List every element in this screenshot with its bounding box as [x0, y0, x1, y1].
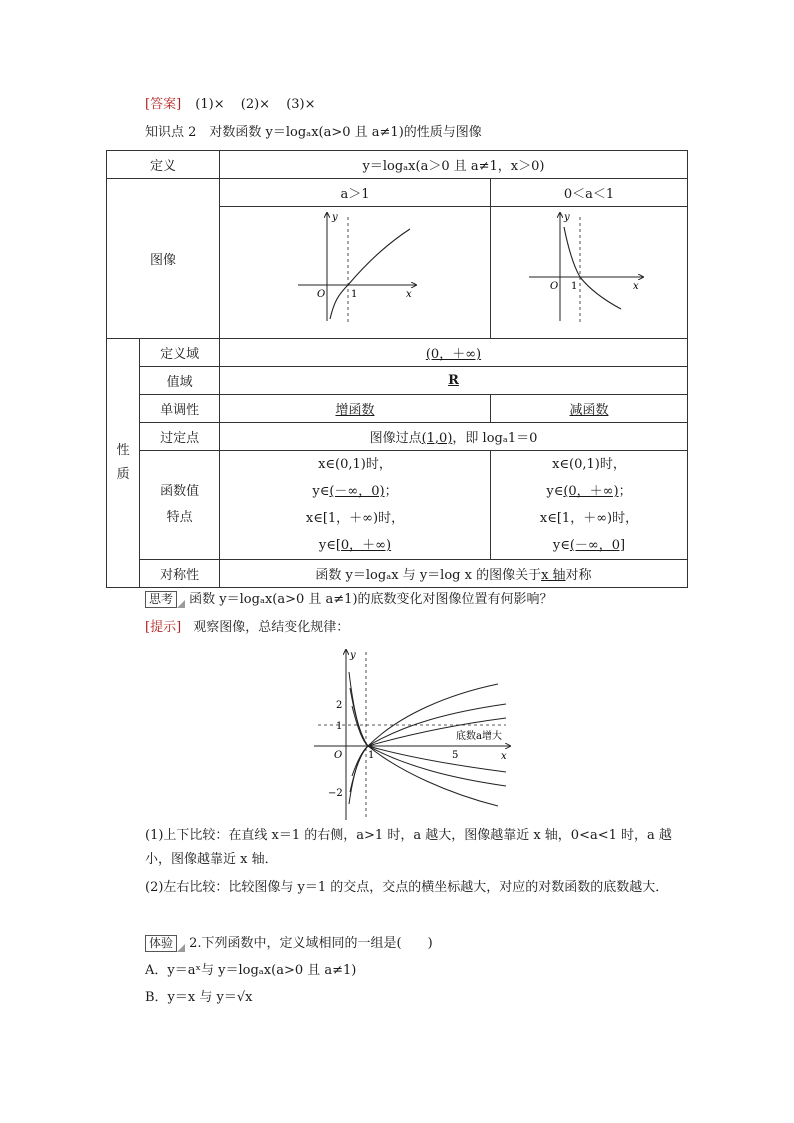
sym-axis: x 轴 — [541, 568, 566, 583]
value-label-1: 函数值 — [160, 484, 200, 499]
option-b — [145, 989, 252, 1007]
base-increase-label: 底数a增大 — [456, 731, 502, 742]
answer-item-2: (2)× — [240, 97, 271, 112]
value-label — [140, 451, 220, 560]
x-axis-label: x — [405, 289, 412, 300]
answer-line — [145, 96, 316, 114]
value-label-2: 特点 — [166, 510, 193, 525]
graph-decreasing — [490, 207, 687, 339]
lt1-l2-post: ； — [618, 484, 632, 499]
lt1-line-2 — [491, 478, 687, 505]
section-title: 知识点 2 对数函数 y＝logₐx(a>0 且 a≠1)的性质与图像 — [145, 125, 482, 140]
x-axis-label: x — [501, 751, 507, 762]
origin-label: O — [316, 289, 326, 300]
exercise-line — [145, 935, 433, 953]
lt1-l2-pre: y∈ — [546, 484, 564, 499]
gt1-l4-pre: y∈ — [318, 538, 336, 553]
domain-label: 定义域 — [140, 339, 220, 367]
sym-label: 对称性 — [140, 560, 220, 588]
sym-post: 对称 — [565, 568, 592, 583]
graph-increasing — [219, 207, 490, 339]
option-b-pre: B．y＝x 与 y＝ — [145, 990, 237, 1005]
lt1-line-1: x∈(0,1)时， — [552, 457, 626, 472]
sym-value — [219, 560, 687, 588]
log-properties-table — [106, 150, 688, 588]
one-label: 1 — [350, 289, 358, 300]
base-change-figure — [310, 644, 520, 826]
base-change-graph — [310, 644, 520, 822]
def-label: 定义 — [107, 151, 220, 179]
answer-item-3: (3)× — [286, 97, 316, 112]
mono-label: 单调性 — [140, 395, 220, 423]
think-text: 函数 y＝logₐx(a>0 且 a≠1)的底数变化对图像位置有何影响？ — [189, 592, 553, 607]
option-b-sqrt: √x — [236, 990, 253, 1005]
domain-value: (0，＋∞) — [219, 339, 687, 367]
hint-line — [145, 619, 349, 637]
lt1-l2-val: (0，＋∞) — [563, 484, 619, 499]
fixed-pre: 图像过点 — [369, 431, 422, 446]
mono-gt1: 增函数 — [219, 395, 490, 423]
think-line — [145, 591, 553, 609]
tick-5: 5 — [452, 750, 459, 761]
lt1-l4-val: (－∞，0] — [569, 538, 626, 553]
one-label: 1 — [570, 281, 578, 292]
range-value: R — [219, 367, 687, 395]
graph-label: 图像 — [107, 179, 220, 339]
fixed-value — [219, 423, 687, 451]
lt1-line-4 — [491, 532, 687, 559]
mono-lt1: 减函数 — [490, 395, 687, 423]
tick-x1: 1 — [368, 750, 375, 761]
paragraph-2: (2)左右比较：比较图像与 y＝1 的交点，交点的横坐标越大，对应的对数函数的底数越大． — [145, 880, 669, 895]
origin-label: O — [334, 750, 343, 761]
x-axis-label: x — [632, 281, 639, 292]
range-label: 值域 — [140, 367, 220, 395]
y-axis-label: y — [563, 212, 570, 223]
gt1-l2-post: ； — [384, 484, 398, 499]
think-tag: 思考 — [145, 591, 177, 608]
gt1-line-3: x∈[1，＋∞)时， — [305, 511, 405, 526]
gt1-line-1: x∈(0,1)时， — [318, 457, 392, 472]
gt1-line-4 — [220, 532, 490, 559]
hint-text: 观察图像，总结变化规律： — [193, 620, 350, 635]
case-lt1: 0＜a＜1 — [490, 179, 687, 207]
decreasing-log-graph — [491, 207, 687, 334]
tick-1: 1 — [336, 721, 343, 732]
increasing-log-graph — [220, 207, 490, 334]
paragraph-1: (1)上下比较：在直线 x＝1 的右侧，a>1 时，a 越大，图像越靠近 x 轴，0<a<1 时，a 越小，图像越靠近 x 轴． — [145, 828, 672, 867]
fixed-label: 过定点 — [140, 423, 220, 451]
gt1-l4-val: [0，＋∞) — [335, 538, 392, 553]
curve-inc-3 — [352, 718, 506, 776]
def-value: y＝logₐx(a＞0 且 a≠1，x＞0) — [219, 151, 687, 179]
hint-label: [提示] — [145, 620, 182, 635]
answer-item-1: (1)× — [195, 97, 225, 112]
sym-mid: x 的图像关于 — [460, 568, 542, 583]
case-gt1: a＞1 — [219, 179, 490, 207]
sym-pre: 函数 y＝logₐx 与 y＝log — [315, 568, 461, 583]
lt1-line-3: x∈[1，＋∞)时， — [539, 511, 639, 526]
gt1-line-2 — [220, 478, 490, 505]
fixed-point: (1,0) — [421, 431, 453, 446]
decreasing-curve — [564, 227, 621, 309]
exercise-tag: 体验 — [145, 935, 177, 952]
gt1-l2-val: (－∞，0) — [329, 484, 385, 499]
exercise-text: 2.下列函数中，定义域相同的一组是( ) — [189, 936, 433, 951]
gt1-l2-pre: y∈ — [312, 484, 330, 499]
y-axis-label: y — [350, 650, 356, 661]
increasing-curve — [330, 229, 410, 319]
tick-2: 2 — [336, 700, 343, 711]
tick-neg2: −2 — [328, 788, 343, 799]
lt1-l4-pre: y∈ — [552, 538, 570, 553]
value-lt1 — [490, 451, 687, 560]
origin-label: O — [549, 281, 559, 292]
answer-label: [答案] — [145, 97, 182, 112]
value-gt1 — [219, 451, 490, 560]
fixed-post: ，即 logₐ1＝0 — [452, 431, 538, 446]
option-a: A．y＝aˣ与 y＝logₐx(a>0 且 a≠1) — [145, 963, 357, 978]
y-axis-label: y — [331, 212, 338, 223]
props-label: 性 质 — [107, 339, 140, 588]
